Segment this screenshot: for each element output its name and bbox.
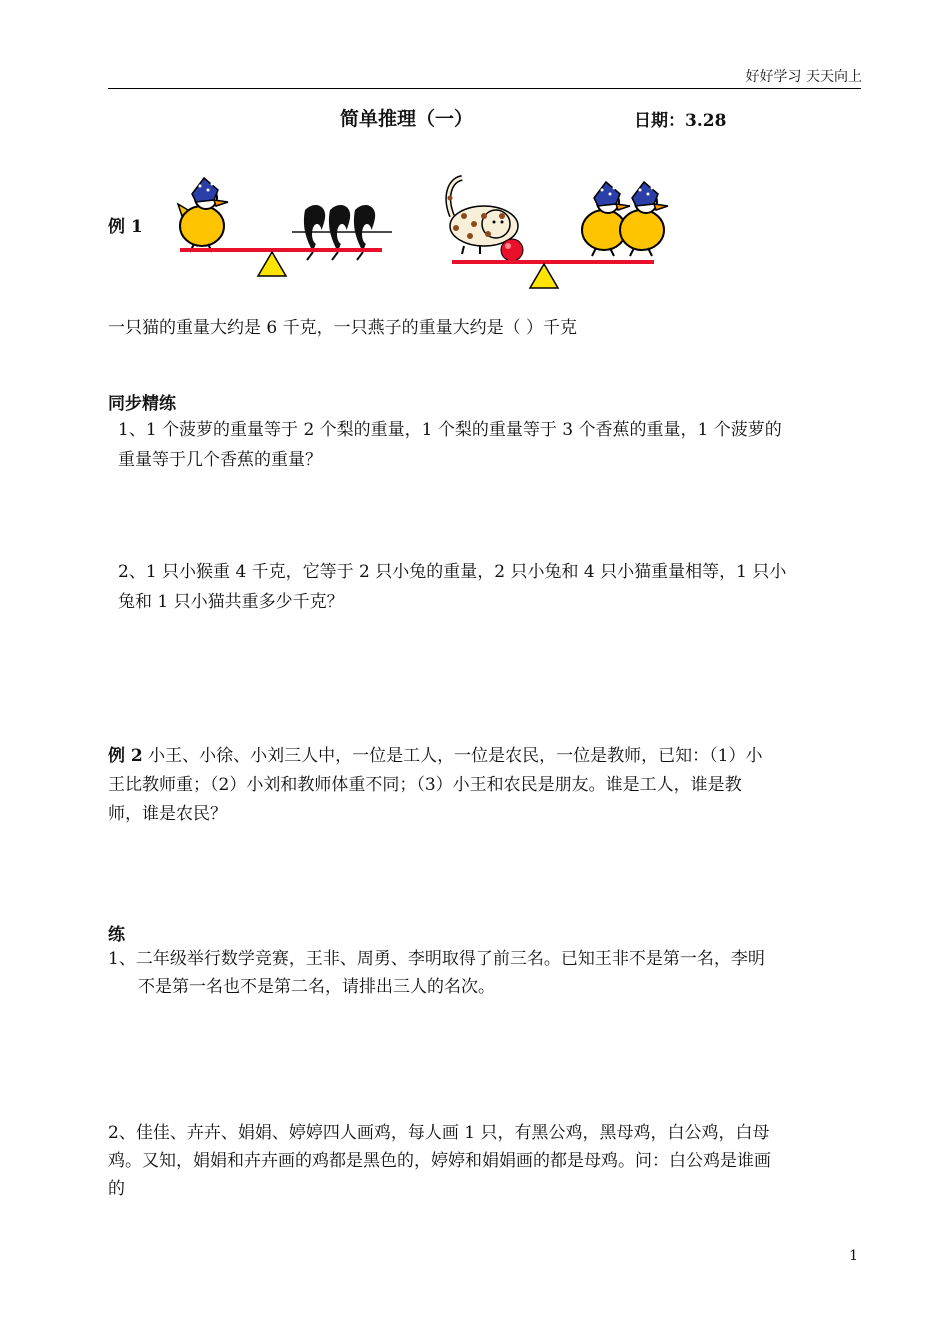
example2-line3: 师，谁是农民？ — [108, 804, 227, 824]
example2-line1-wrap — [108, 741, 762, 771]
example1-question: 一只猫的重量大约是 6 千克，一只燕子的重量大约是（ ）千克 — [108, 318, 578, 338]
sync-q1-line2: 重量等于几个香蕉的重量？ — [118, 450, 322, 470]
fulcrum-icon — [258, 252, 286, 276]
practice-q1-line2: 不是第一名也不是第二名，请排出三人的名次。 — [138, 977, 495, 997]
page-number: 1 — [849, 1248, 858, 1264]
page-title: 简单推理（一） — [340, 108, 474, 130]
page-date: 日期：3.28 — [634, 111, 727, 131]
practice-q2-line3: 的 — [108, 1179, 125, 1199]
sync-q2-line1: 2、1 只小猴重 4 千克，它等于 2 只小兔的重量，2 只小兔和 4 只小猫重量相等，1 只小 — [118, 562, 787, 582]
duck-icon — [178, 178, 228, 252]
practice-q1-line1: 1、二年级举行数学竞赛，王非、周勇、李明取得了前三名。已知王非不是第一名，李明 — [108, 949, 765, 969]
sync-practice-heading: 同步精练 — [108, 394, 176, 414]
ball-icon — [501, 239, 523, 261]
practice-q2-line2: 鸡。又知，娟娟和卉卉画的鸡都是黑色的，婷婷和娟娟画的都是母鸡。问：白公鸡是谁画 — [108, 1151, 771, 1171]
balance-scale-right — [440, 170, 680, 290]
balance-scale-left — [170, 170, 400, 282]
duck-icon — [620, 182, 668, 256]
fulcrum-icon — [530, 264, 558, 288]
scale-beam — [452, 260, 654, 264]
sync-q1-line1: 1、1 个菠萝的重量等于 2 个梨的重量，1 个梨的重量等于 3 个香蕉的重量，1 个菠萝的 — [118, 420, 782, 440]
practice-q2-line1: 2、佳佳、卉卉、娟娟、婷婷四人画鸡，每人画 1 只，有黑公鸡，黑母鸡，白公鸡，白母 — [108, 1123, 770, 1143]
example2-line2: 王比教师重；（2）小刘和教师体重不同；（3）小王和农民是朋友。谁是工人，谁是教 — [108, 775, 742, 795]
example1-label: 例 1 — [108, 217, 143, 237]
practice-heading: 练 — [108, 925, 125, 945]
sync-q2-line2: 兔和 1 只小猫共重多少千克？ — [118, 592, 344, 612]
header-motto: 好好学习 天天向上 — [745, 69, 862, 85]
scale-beam — [180, 248, 382, 252]
example2-line1: 小王、小徐、小刘三人中，一位是工人，一位是农民，一位是教师，已知：（1）小 — [148, 746, 763, 766]
example2-label: 例 2 — [108, 746, 143, 766]
header-rule — [108, 88, 861, 89]
